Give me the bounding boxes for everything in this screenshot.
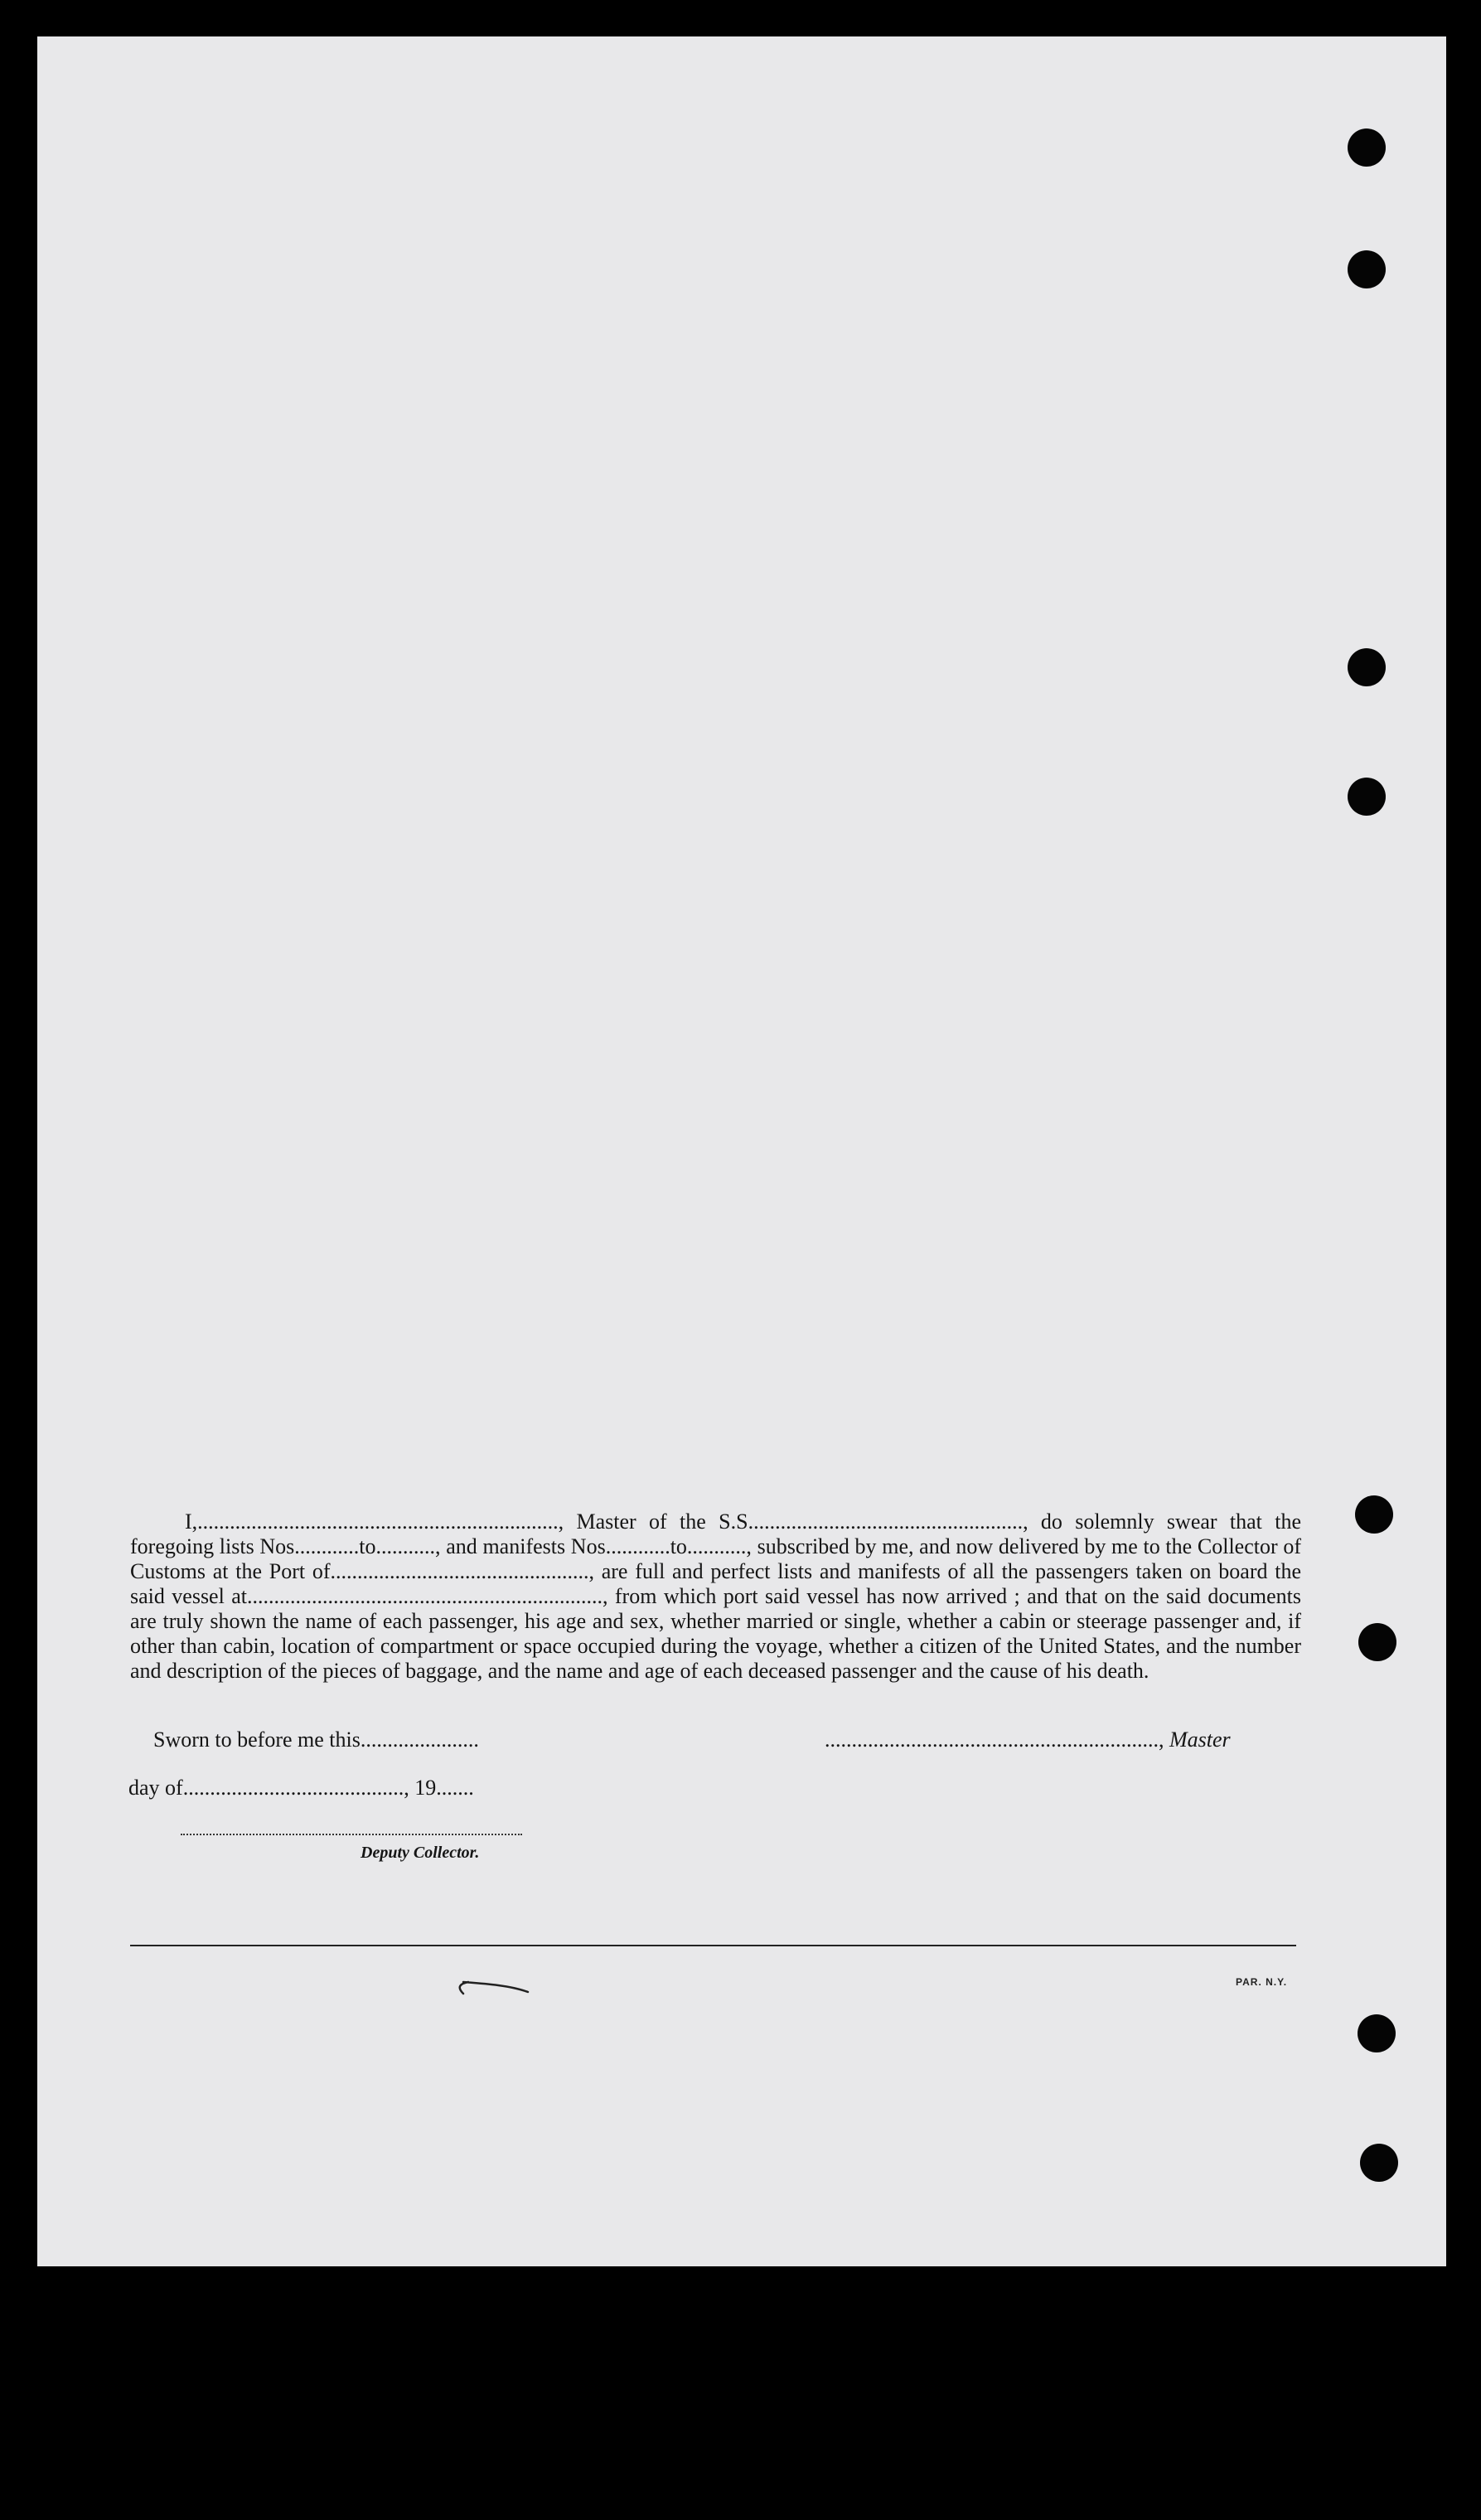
master-label: Master [1169, 1728, 1231, 1752]
deputy-signature-line [181, 1834, 522, 1835]
punch-hole [1348, 128, 1386, 167]
punch-hole [1358, 2014, 1396, 2052]
printer-mark: PAR. N.Y. [1236, 1976, 1288, 1988]
punch-hole [1360, 2144, 1398, 2182]
sworn-line: Sworn to before me this...................... [153, 1728, 479, 1752]
bottom-rule [130, 1945, 1296, 1946]
punch-hole [1348, 250, 1386, 288]
day-line: day of........................................., 19....... [128, 1776, 474, 1800]
master-dots: .............................................................., [825, 1728, 1164, 1752]
punch-hole [1348, 778, 1386, 816]
punch-hole [1358, 1623, 1396, 1661]
master-signature-line [825, 1728, 1231, 1752]
oath-paragraph: I,..................................................................., Master of the S.S..................................................., do solemnly swear that the foregoing lists Nos............to..........., and manifests Nos............to..........., subscribed by me, and now delivered by me to the Collector of Customs at the Port of................................................, are full and perfect lists and manifests of all the passengers taken on board the said vessel at.................................................................., from which port said vessel has now arrived ; and that on the said documents are truly shown the name of each passenger, his age and sex, whether married or single, whether a cabin or steerage passenger and, if other than cabin, location of compartment or space occupied during the voyage, whether a citizen of the United States, and the number and description of the pieces of baggage, and the name and age of each deceased passenger and the cause of his death. [130, 1510, 1301, 1683]
pen-mark [452, 1972, 535, 2005]
punch-hole [1348, 648, 1386, 686]
document-page [37, 36, 1446, 2266]
punch-hole [1355, 1495, 1393, 1534]
deputy-collector-label: Deputy Collector. [361, 1844, 480, 1862]
